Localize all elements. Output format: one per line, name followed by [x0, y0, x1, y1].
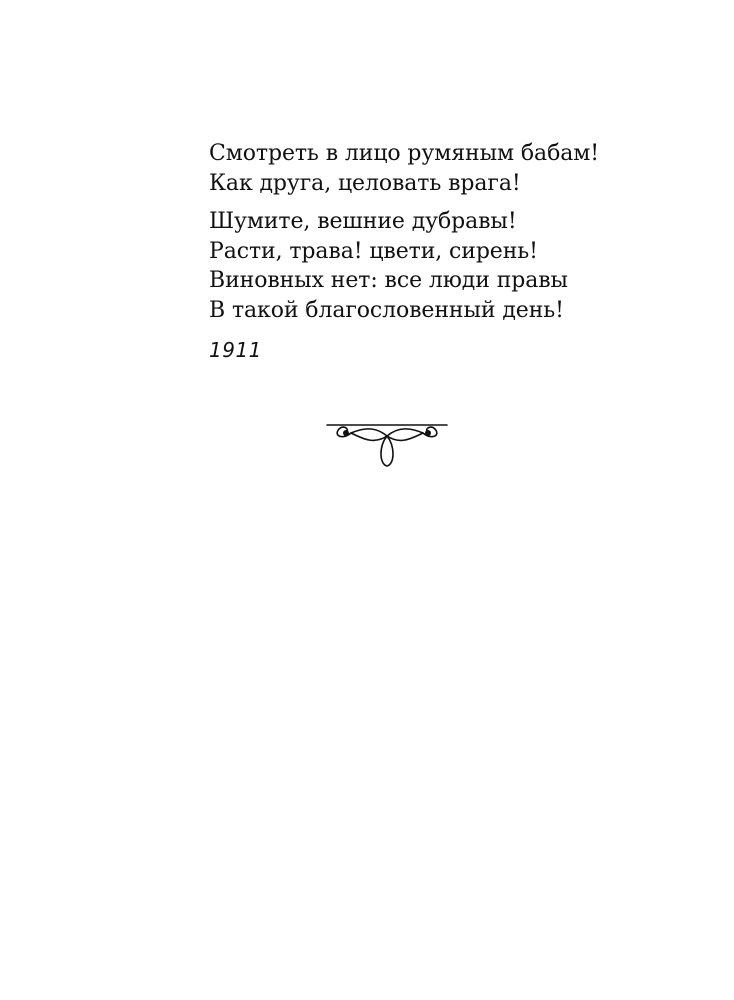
poem-line: Расти, трава! цвети, сирень!	[209, 238, 538, 264]
stanza-1	[209, 139, 669, 198]
poem-text	[209, 139, 669, 363]
stanza-2	[209, 207, 669, 325]
poem-line: В такой благословенный день!	[209, 297, 564, 323]
poem-date: 1911	[209, 338, 262, 362]
poem-line: Виновных нет: все люди правы	[209, 268, 568, 293]
poem-line: Как друга, целовать врага!	[209, 170, 521, 196]
poem-line: Шумите, вешние дубравы!	[209, 209, 517, 234]
fleuron-divider-icon	[325, 414, 449, 470]
poem-line: Смотреть в лицо румяным бабам!	[209, 141, 599, 166]
